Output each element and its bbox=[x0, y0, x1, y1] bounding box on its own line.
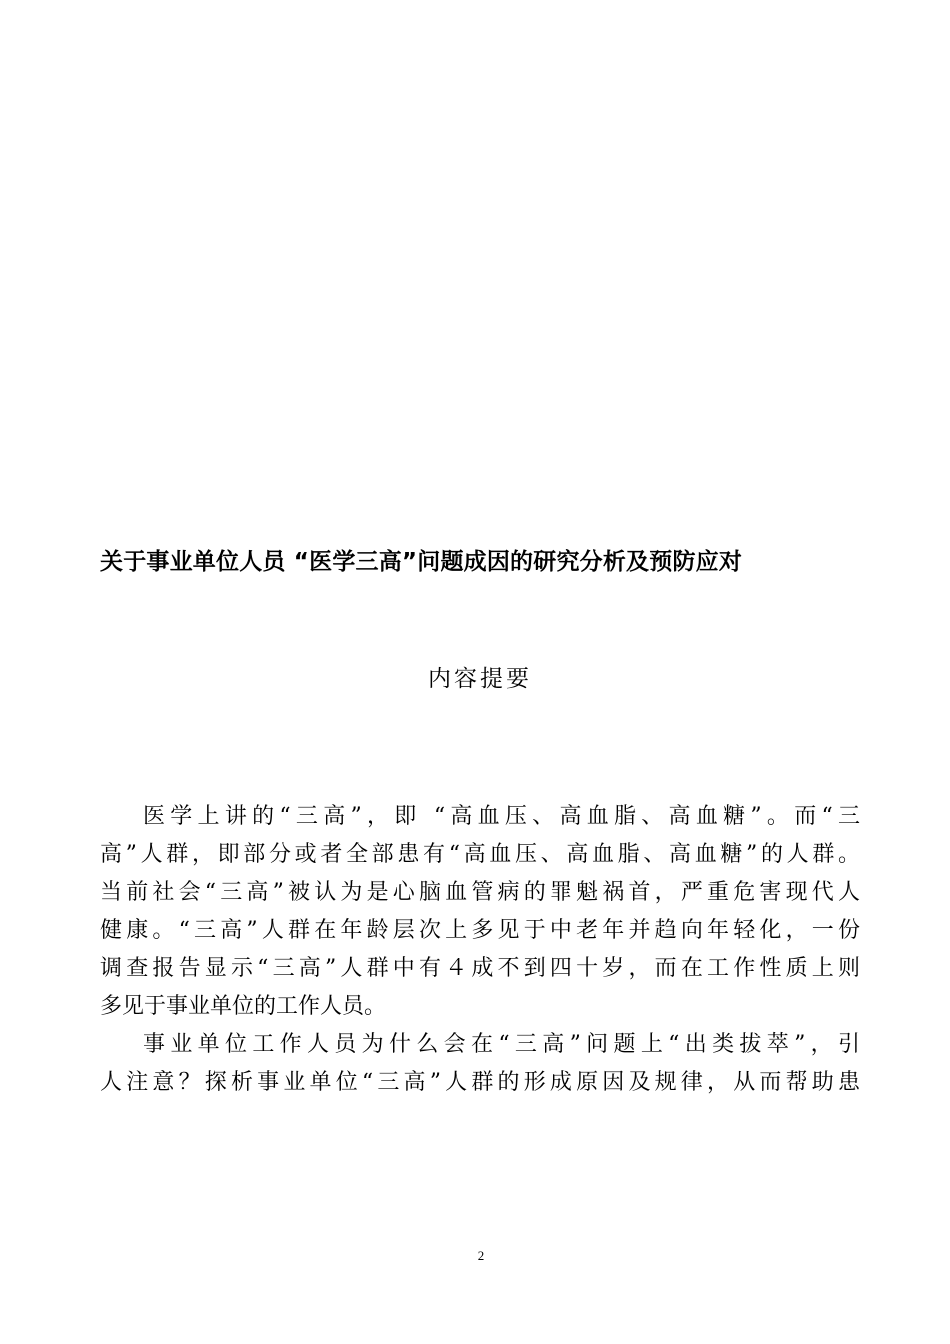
text-line: 高”人群，即部分或者全部患有“高血压、高血脂、高血糖”的人群。 bbox=[100, 842, 860, 867]
text-line: 人注意？探析事业单位“三高”人群的形成原因及规律，从而帮助患 bbox=[100, 1070, 860, 1095]
text-line: 当前社会“三高”被认为是心脑血管病的罪魁祸首，严重危害现代人 bbox=[100, 880, 860, 905]
paragraph bbox=[100, 798, 860, 1026]
paragraph bbox=[100, 1026, 860, 1102]
text-line: 多见于事业单位的工作人员。 bbox=[100, 994, 387, 1019]
body-text bbox=[100, 798, 860, 1102]
document-title: 关于事业单位人员 “医学三高”问题成因的研究分析及预防应对 bbox=[100, 549, 743, 575]
text-line: 调查报告显示“三高”人群中有４成不到四十岁，而在工作性质上则 bbox=[100, 956, 860, 981]
text-line: 健康。“三高”人群在年龄层次上多见于中老年并趋向年轻化，一份 bbox=[100, 918, 860, 943]
abstract-heading: 内容提要 bbox=[428, 666, 532, 692]
text-line: 事业单位工作人员为什么会在“三高”问题上“出类拔萃”，引 bbox=[143, 1032, 860, 1057]
text-line: 医学上讲的“三高”，即 “高血压、高血脂、高血糖”。而“三 bbox=[143, 804, 860, 829]
page-number: 2 bbox=[477, 1248, 485, 1263]
